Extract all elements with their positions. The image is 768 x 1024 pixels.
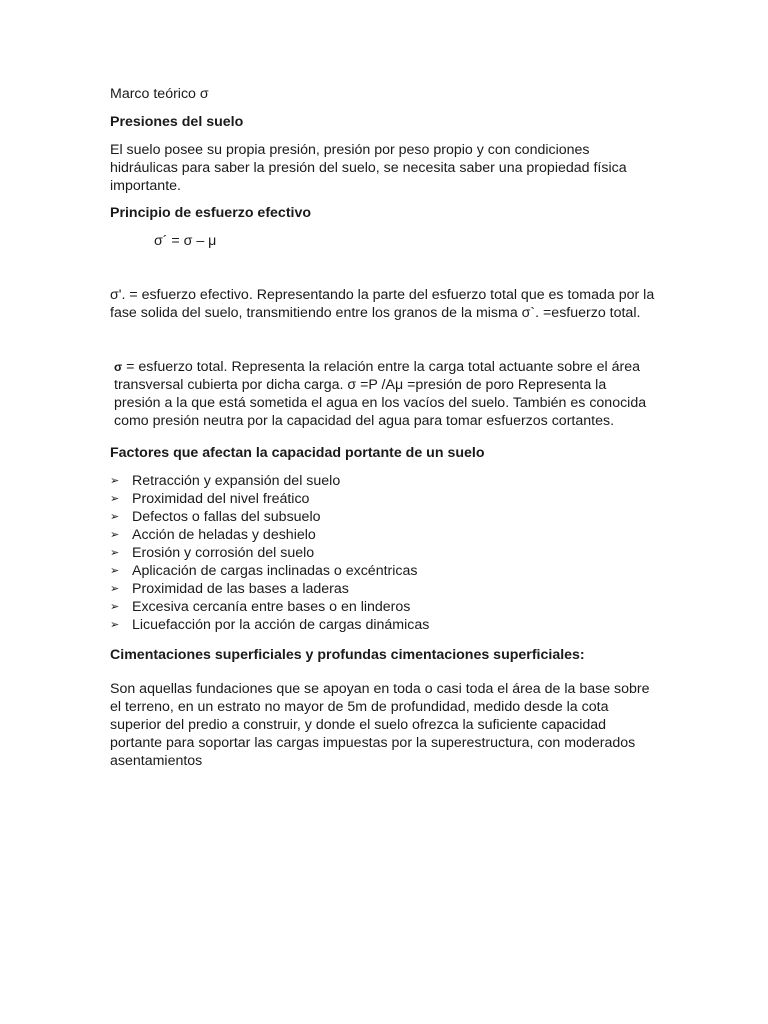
arrow-bullet-icon: ➢ xyxy=(110,547,120,559)
arrow-bullet-icon: ➢ xyxy=(110,583,120,595)
list-item-text: Erosión y corrosión del suelo xyxy=(132,545,315,561)
list-item xyxy=(110,508,655,526)
formula-esfuerzo-efectivo: σ´ = σ – μ xyxy=(154,233,217,249)
arrow-bullet-icon: ➢ xyxy=(110,511,120,523)
list-item xyxy=(110,472,655,490)
list-item xyxy=(110,526,655,544)
section-heading-presiones: Presiones del suelo xyxy=(110,114,244,130)
arrow-bullet-icon: ➢ xyxy=(110,601,120,613)
list-item-text: Aplicación de cargas inclinadas o excéntricas xyxy=(132,563,418,579)
list-item xyxy=(110,562,655,580)
list-item xyxy=(110,616,655,634)
paragraph-cimentaciones: Son aquellas fundaciones que se apoyan en toda o casi toda el área de la base sobre el terreno, en un estrato no mayor de 5m de profundidad, medido desde la cota superior del predio a construir, y donde el suelo ofrezca la suficiente capacidad portante para soportar las cargas impuestas por la superestructura, con moderados asentamientos xyxy=(110,681,650,769)
section-heading-cimentaciones: Cimentaciones superficiales y profundas cimentaciones superficiales: xyxy=(110,647,585,663)
list-item-text: Acción de heladas y deshielo xyxy=(132,527,316,543)
arrow-bullet-icon: ➢ xyxy=(110,493,120,505)
section-heading-factores: Factores que afectan la capacidad portante de un suelo xyxy=(110,445,485,461)
arrow-bullet-icon: ➢ xyxy=(110,475,120,487)
paragraph-esfuerzo-efectivo: σ'. = esfuerzo efectivo. Representando la parte del esfuerzo total que es tomada por la fase solida del suelo, transmitiendo entre los granos de la misma σ`. =esfuerzo total. xyxy=(110,287,655,321)
list-item-text: Proximidad de las bases a laderas xyxy=(132,581,349,597)
list-item xyxy=(110,544,655,562)
list-item-text: Licuefacción por la acción de cargas dinámicas xyxy=(132,617,430,633)
list-item xyxy=(110,490,655,508)
paragraph-esfuerzo-total-text: = esfuerzo total. Representa la relación entre la carga total actuante sobre el área transversal cubierta por dicha carga. σ =P /Aμ =presión de poro Representa la presión a la que está sometida el agua en los vacíos del suelo. También es conocida como presión neutra por la capacidad del agua para tomar esfuerzos cortantes. xyxy=(114,359,647,429)
arrow-bullet-icon: ➢ xyxy=(110,565,120,577)
factores-list xyxy=(110,472,655,634)
list-item-text: Proximidad del nivel freático xyxy=(132,491,310,507)
sigma-symbol: σ xyxy=(114,360,123,374)
list-item-text: Excesiva cercanía entre bases o en linderos xyxy=(132,599,411,615)
list-item-text: Defectos o fallas del subsuelo xyxy=(132,509,321,525)
document-title: Marco teórico σ xyxy=(110,86,209,102)
list-item-text: Retracción y expansión del suelo xyxy=(132,473,341,489)
section-heading-esfuerzo-efectivo: Principio de esfuerzo efectivo xyxy=(110,205,312,221)
paragraph-presiones: El suelo posee su propia presión, presión por peso propio y con condiciones hidráulicas para saber la presión del suelo, se necesita saber una propiedad física importante. xyxy=(110,142,627,194)
arrow-bullet-icon: ➢ xyxy=(110,619,120,631)
arrow-bullet-icon: ➢ xyxy=(110,529,120,541)
list-item xyxy=(110,580,655,598)
list-item xyxy=(110,598,655,616)
document-page xyxy=(110,85,655,779)
paragraph-esfuerzo-total xyxy=(110,358,655,430)
